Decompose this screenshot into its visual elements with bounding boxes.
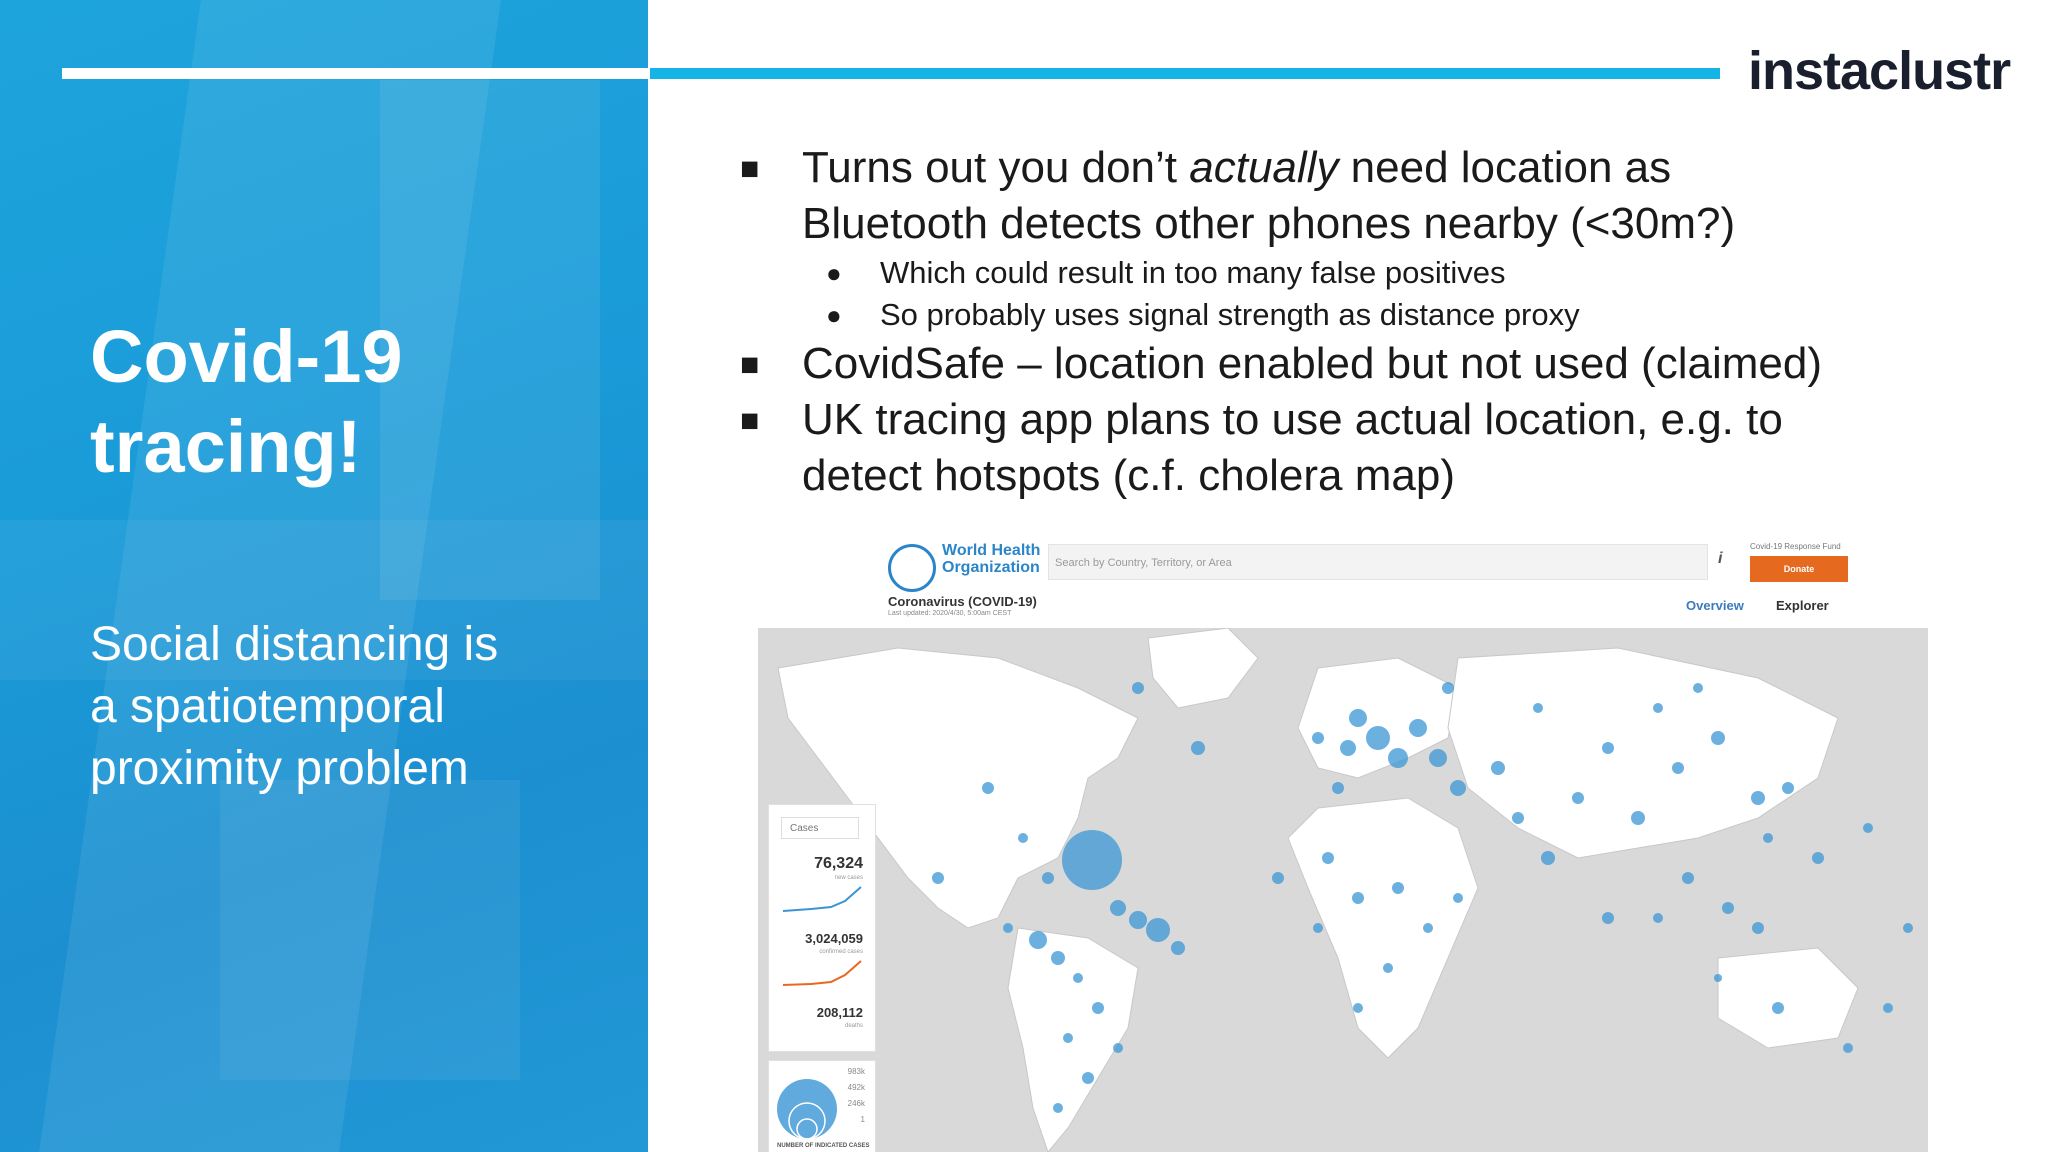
case-bubble (1272, 872, 1284, 884)
bullet-item (740, 140, 1920, 252)
case-bubble (1062, 830, 1122, 890)
case-bubble (1146, 918, 1170, 942)
confirmed-label: confirmed cases (819, 949, 863, 955)
title-line: Covid-19 (90, 315, 403, 398)
south-america-landmass (1008, 928, 1138, 1152)
case-bubble (1722, 902, 1734, 914)
case-bubble (1682, 872, 1694, 884)
who-dashboard-screenshot (758, 536, 1928, 1152)
tab-explorer[interactable]: Explorer (1776, 598, 1829, 613)
left-panel (0, 0, 648, 1152)
case-bubble (1388, 748, 1408, 768)
sub-bullet-text: Which could result in too many false positives (880, 255, 1506, 290)
slide-title (90, 312, 610, 492)
summary-panel (768, 804, 876, 1052)
bubble-legend (768, 1060, 876, 1152)
instaclustr-logo: instaclustr (1748, 41, 2011, 101)
dot-bullet-icon: ● (826, 300, 842, 330)
case-bubble (1429, 749, 1447, 767)
asia-landmass (1448, 648, 1838, 858)
case-bubble (1322, 852, 1334, 864)
case-bubble (1191, 741, 1205, 755)
world-map[interactable] (758, 628, 1928, 1152)
bullet-emphasis: actually (1189, 143, 1339, 192)
new-cases-value: 76,324 (814, 855, 863, 872)
case-bubble (1352, 892, 1364, 904)
org-name-line: Organization (942, 559, 1040, 576)
case-bubble (1442, 682, 1454, 694)
case-bubble (1042, 872, 1054, 884)
case-bubble (1353, 1003, 1363, 1013)
new-cases-label: new cases (834, 875, 863, 881)
info-icon[interactable]: i (1718, 550, 1723, 567)
case-bubble (1572, 792, 1584, 804)
deaths-value: 208,112 (816, 1005, 863, 1020)
slide-subtitle (90, 614, 610, 800)
legend-tick: 246k (847, 1099, 865, 1108)
case-bubble (1843, 1043, 1853, 1053)
bullet-text: UK tracing app plans to use actual location, e.g. to (802, 395, 1783, 444)
confirmed-value: 3,024,059 (805, 931, 863, 946)
legend-tick: 492k (847, 1083, 865, 1092)
case-bubble (1512, 812, 1524, 824)
case-bubble (1003, 923, 1013, 933)
case-bubble (1903, 923, 1913, 933)
case-bubble (1653, 703, 1663, 713)
bullet-text: detect hotspots (c.f. cholera map) (802, 451, 1455, 500)
legend-caption: NUMBER OF INDICATED CASES (777, 1143, 870, 1149)
bullet-item (740, 336, 1920, 392)
case-bubble (1332, 782, 1344, 794)
bullet-text: need location as (1338, 143, 1672, 192)
metric-selector[interactable]: Cases (781, 817, 859, 839)
case-bubble (1113, 1043, 1123, 1053)
square-bullet-icon: ■ (740, 346, 760, 382)
legend-tick: 983k (847, 1067, 865, 1076)
bullet-item (740, 392, 1920, 504)
case-bubble (1653, 913, 1663, 923)
case-bubble (1171, 941, 1185, 955)
tab-overview[interactable]: Overview (1686, 598, 1744, 613)
subtitle-line: proximity problem (90, 742, 469, 795)
sub-bullet-text: So probably uses signal strength as distance proxy (880, 297, 1580, 332)
confirmed-sparkline (781, 957, 863, 987)
dot-bullet-icon: ● (826, 258, 842, 288)
case-bubble (1863, 823, 1873, 833)
case-bubble (1092, 1002, 1104, 1014)
case-bubble (982, 782, 994, 794)
case-bubble (1491, 761, 1505, 775)
square-bullet-icon: ■ (740, 402, 760, 438)
donate-button[interactable]: Donate (1750, 556, 1848, 582)
case-bubble (1672, 762, 1684, 774)
case-bubble (1602, 742, 1614, 754)
case-bubble (1312, 732, 1324, 744)
square-bullet-icon: ■ (740, 150, 760, 186)
case-bubble (1423, 923, 1433, 933)
case-bubble (1631, 811, 1645, 825)
org-name-line: World Health (942, 542, 1041, 559)
bullet-text: CovidSafe – location enabled but not used (claimed) (802, 339, 1822, 388)
case-bubble (1453, 893, 1463, 903)
subtitle-line: a spatiotemporal (90, 680, 445, 733)
who-org-name (942, 542, 1040, 576)
case-bubble (1711, 731, 1725, 745)
decorative-shape (220, 780, 520, 1080)
case-bubble (1053, 1103, 1063, 1113)
case-bubble (1752, 922, 1764, 934)
greenland-landmass (1148, 628, 1258, 708)
case-bubble (1751, 791, 1765, 805)
who-globe-icon (888, 544, 936, 592)
dashboard-title: Coronavirus (COVID-19) (888, 594, 1037, 609)
case-bubble (1533, 703, 1543, 713)
response-fund-label: Covid-19 Response Fund (1750, 542, 1841, 551)
bullet-text: Turns out you don’t (802, 143, 1190, 192)
case-bubble (1541, 851, 1555, 865)
case-bubble (1782, 782, 1794, 794)
australia-landmass (1718, 948, 1858, 1048)
title-line: tracing! (90, 405, 362, 488)
case-bubble (1313, 923, 1323, 933)
case-bubble (1132, 682, 1144, 694)
subtitle-line: Social distancing is (90, 618, 499, 671)
new-cases-sparkline (781, 883, 863, 913)
case-bubble (1409, 719, 1427, 737)
bullet-text: Bluetooth detects other phones nearby (<30m?) (802, 199, 1736, 248)
case-bubble (1883, 1003, 1893, 1013)
case-bubble (1129, 911, 1147, 929)
last-updated: Last updated: 2020/4/30, 5:00am CEST (888, 610, 1012, 617)
case-bubble (1450, 780, 1466, 796)
case-bubble (1602, 912, 1614, 924)
case-bubble (1063, 1033, 1073, 1043)
title-rule-white (62, 68, 648, 79)
case-bubble (1714, 974, 1722, 982)
sub-bullet-item (740, 294, 1920, 336)
deaths-label: deaths (844, 1023, 863, 1029)
bullet-list (740, 140, 1920, 504)
bubble-legend-circles (775, 1069, 841, 1141)
case-bubble (1110, 900, 1126, 916)
case-bubble (1693, 683, 1703, 693)
case-bubble (1349, 709, 1367, 727)
case-bubble (1366, 726, 1390, 750)
title-rule-blue (650, 68, 1720, 79)
case-bubble (1772, 1002, 1784, 1014)
legend-tick: 1 (860, 1115, 865, 1124)
case-bubble (1392, 882, 1404, 894)
case-bubble (1029, 931, 1047, 949)
case-bubble (1073, 973, 1083, 983)
case-bubble (1383, 963, 1393, 973)
case-bubble (1051, 951, 1065, 965)
case-bubble (1812, 852, 1824, 864)
case-bubble (1340, 740, 1356, 756)
world-map-svg (758, 628, 1928, 1152)
case-bubble (1018, 833, 1028, 843)
case-bubble (1763, 833, 1773, 843)
sub-bullet-item (740, 252, 1920, 294)
case-bubble (932, 872, 944, 884)
case-bubble (1082, 1072, 1094, 1084)
country-search-input[interactable]: Search by Country, Territory, or Area (1048, 544, 1708, 580)
